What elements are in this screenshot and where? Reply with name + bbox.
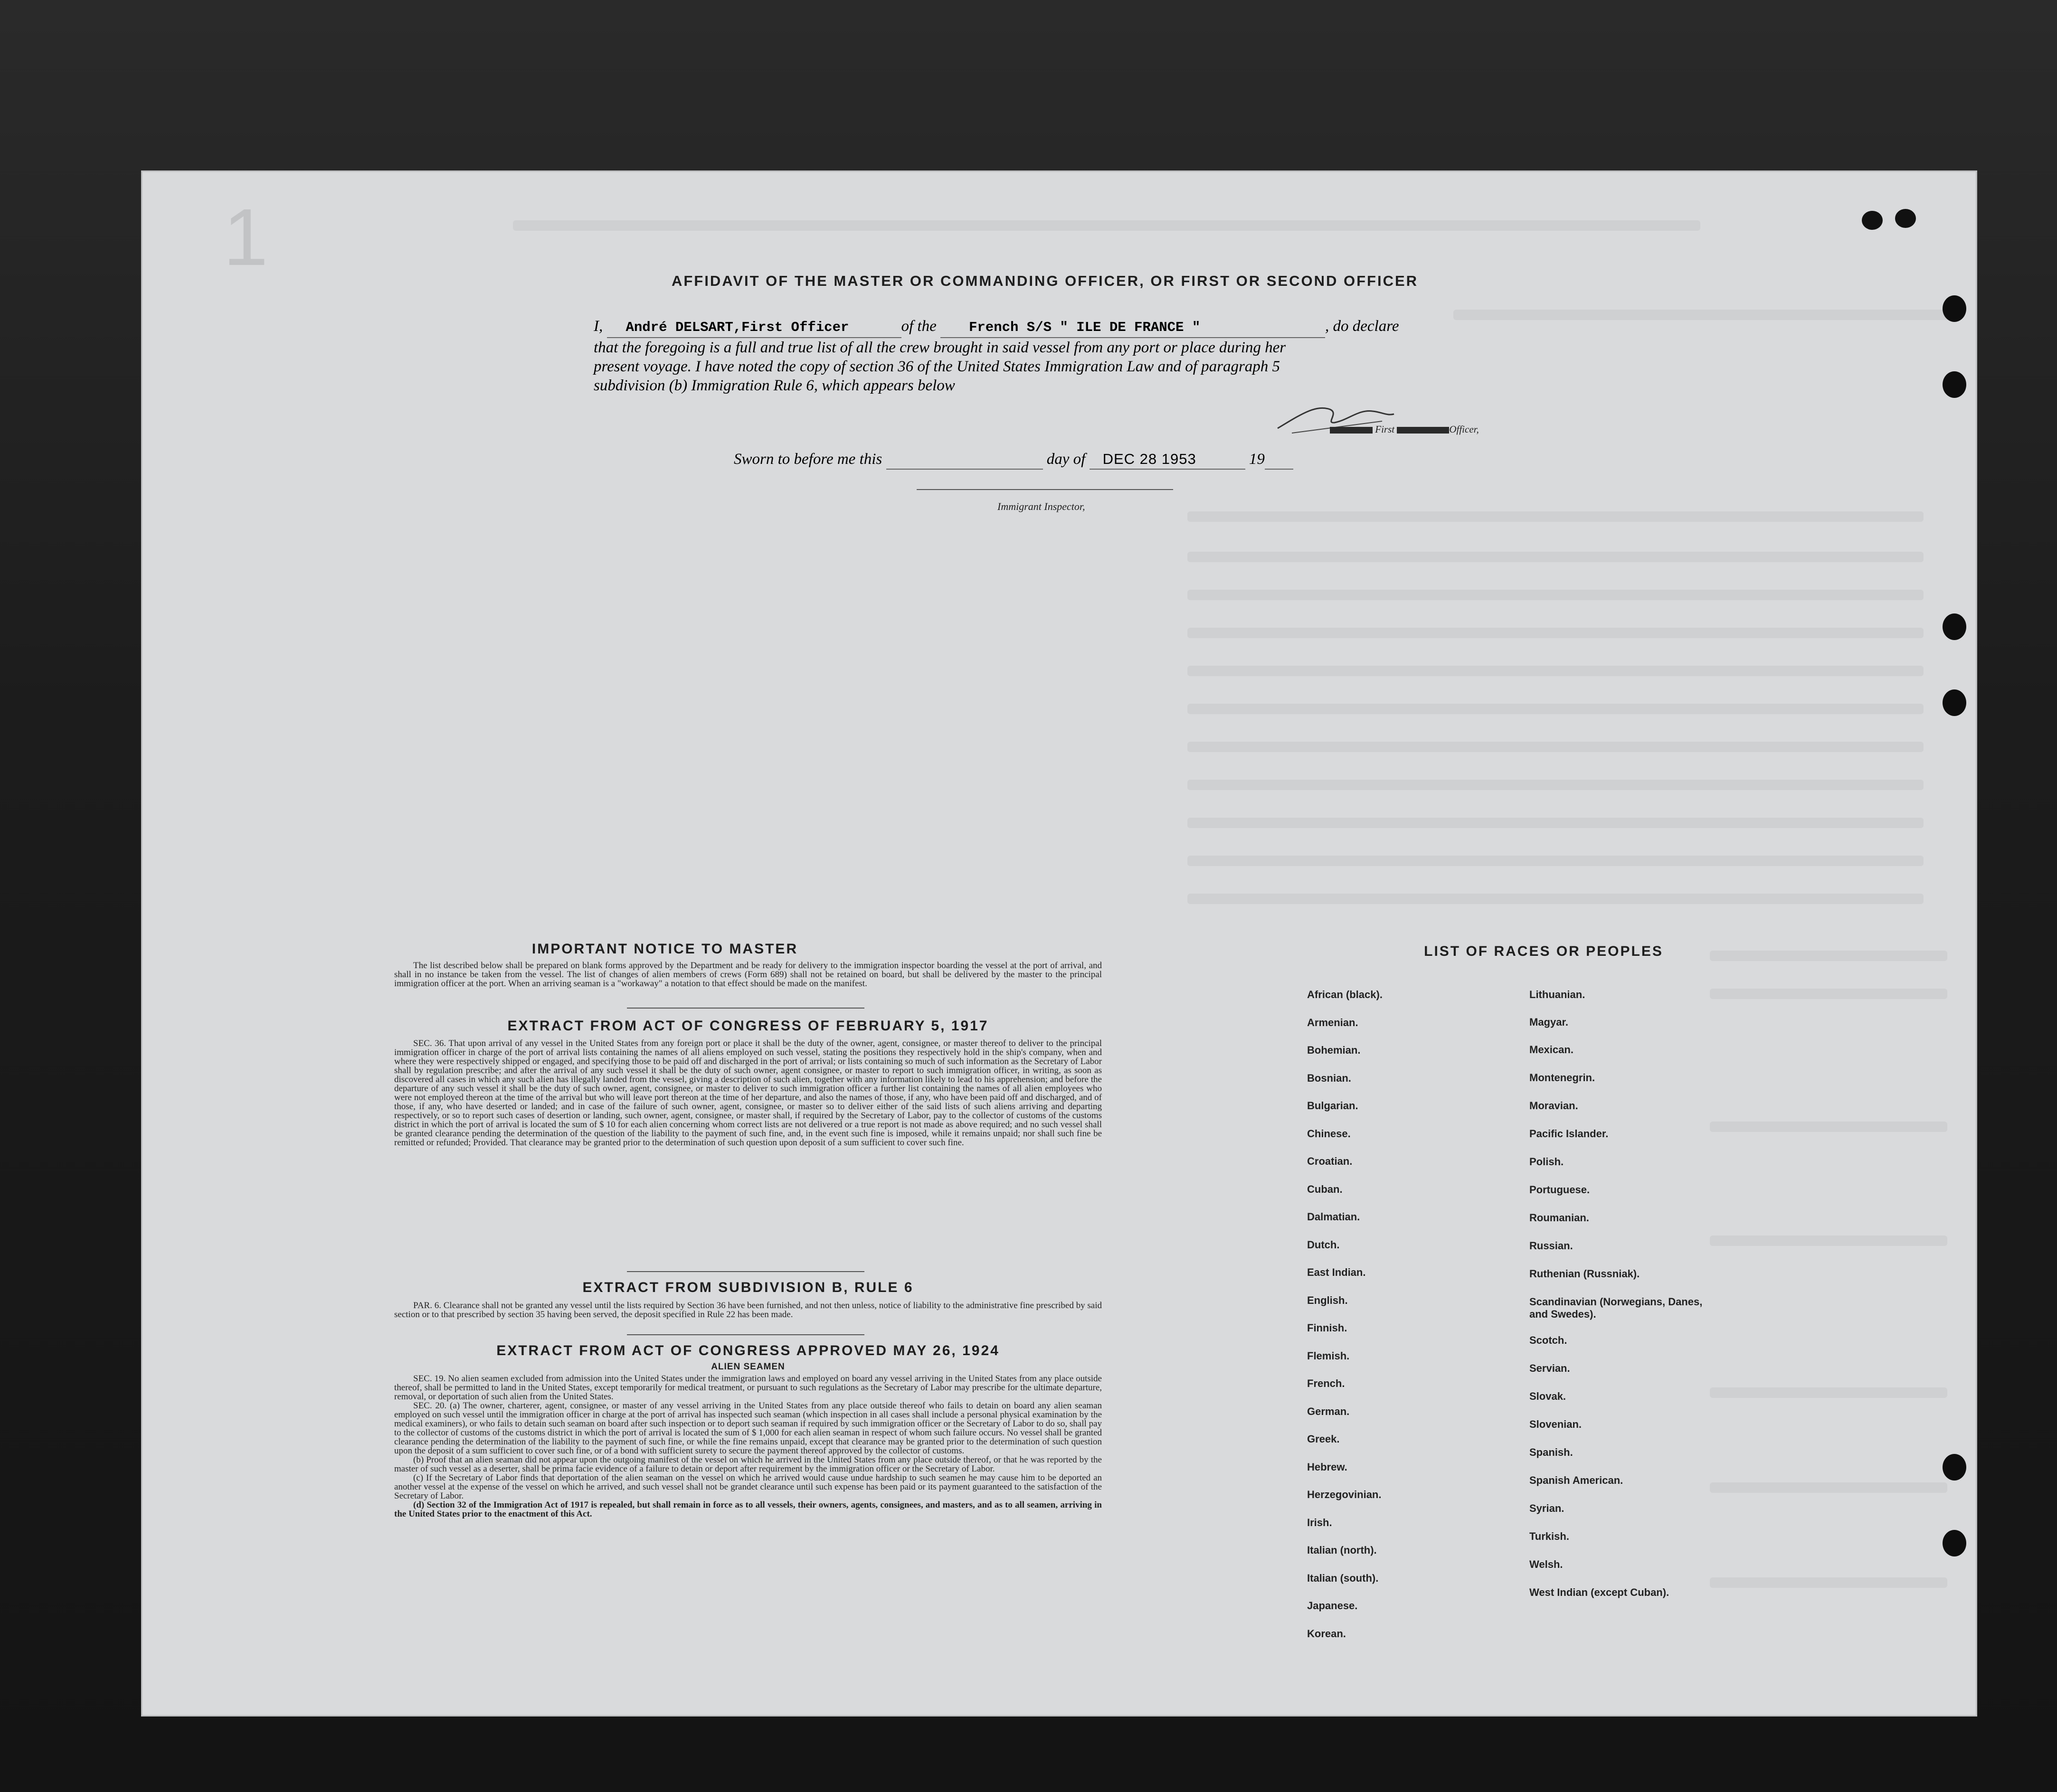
sec-20b-text: (b) Proof that an alien seaman did not appear upon the outgoing manifest of the vessel on which he arrived in the United States from any place outside thereof, or that he was reported by the master of such vessel as a deserter, shall be prima facie evidence of a failure to detain or deport after requirement by the immigration officer or the Secretary of Labor. [394,1455,1102,1474]
race-item: Italian (north). [1307,1544,1377,1556]
extract-1924-title: EXTRACT FROM ACT OF CONGRESS APPROVED MAY 26, 1924 [496,1343,1000,1358]
bleed-through-row [1187,894,1924,904]
race-item: Dalmatian. [1307,1211,1360,1223]
race-item: Russian. [1529,1240,1573,1252]
bleed-through-row [1187,856,1924,866]
bleed-through-row [1187,704,1924,714]
bleed-through-row [1710,1387,1947,1398]
race-item: Dutch. [1307,1238,1340,1251]
bleed-through-mark: 1 [223,192,268,283]
binder-hole [1943,613,1966,640]
struck-out-text [1330,427,1373,434]
bleed-through-row [1710,1482,1947,1493]
race-item: Chinese. [1307,1127,1351,1140]
race-item: Cuban. [1307,1183,1343,1195]
notice-title: IMPORTANT NOTICE TO MASTER [531,941,798,957]
race-item: Korean. [1307,1627,1346,1640]
affidavit-body-line-3: subdivision (b) Immigration Rule 6, which appears below [594,377,955,394]
race-item: Bosnian. [1307,1072,1351,1084]
affidavit-pronoun: I, [594,318,603,335]
bleed-through-row [513,220,1700,231]
race-item: Flemish. [1307,1349,1350,1362]
binder-hole [1943,1454,1966,1481]
binder-hole [1895,209,1916,228]
race-item: Bulgarian. [1307,1100,1358,1112]
race-item: Japanese. [1307,1600,1358,1612]
bleed-through-row [1187,818,1924,828]
race-item: Magyar. [1529,1016,1568,1028]
bleed-through-row [1710,1577,1947,1588]
race-item: Greek. [1307,1433,1340,1445]
bleed-through-row [1187,511,1924,522]
bleed-through-row [1710,1236,1947,1246]
section-divider [627,1334,864,1335]
race-item: Portuguese. [1529,1184,1590,1196]
race-item: French. [1307,1377,1345,1389]
officer-name-field: André DELSART,First Officer [607,318,901,338]
race-item: Spanish. [1529,1446,1573,1458]
race-item: Scotch. [1529,1334,1567,1346]
race-item: Bohemian. [1307,1044,1361,1056]
race-item: Roumanian. [1529,1212,1589,1224]
race-item: Armenian. [1307,1016,1358,1028]
race-item: German. [1307,1405,1350,1417]
race-item: Lithuanian. [1529,989,1585,1000]
extract-rule6-text: PAR. 6. Clearance shall not be granted any vessel until the lists required by Section 36 have been furnished, and not then unless, notice of liability to the administrative fine prescribed by said section or to that prescribed by section 35 having been served, the deposit specified in Rule 22 has been made. [394,1301,1102,1320]
bleed-through-row [1710,1122,1947,1132]
race-item: Finnish. [1307,1322,1347,1334]
race-item: Ruthenian (Russniak). [1529,1268,1640,1280]
race-item: West Indian (except Cuban). [1529,1586,1669,1598]
extract-1917-text: SEC. 36. That upon arrival of any vessel in the United States from any foreign port or place it shall be the duty of the owner, agent, consignee, or master thereof to deliver to the principal immigration officer in charge of the port of arrival lists containing the names of all aliens employed on such vessel, stating the positions they respectively hold in the ship's company, when and where they were respectively shipped or engaged, and specifying those to be paid off and discharged in the port of arrival; or lists containing so much of such information as the Secretary of Labor shall by regulation prescribe; and after the arrival of any such vessel it shall be the duty of such owner, agent consignee, or master to report to such immigration officer, in writing, as soon as discovered all cases in which any such alien has illegally landed from the vessel, giving a description of such alien, together with any information likely to lead to his apprehension; and before the departure of any such vessel it shall be the duty of such owner, agent, consignee, or master to deliver to such immigration officer a further list containing the names of all alien employees who were not employed thereon at the time of the arrival but who will leave port thereon at the time of her departure, and also the names of those, if any, who have been paid off and discharged, and of those, if any, who have deserted or landed; and in case of the failure of such owner, agent, consignee, or master so to deliver either of the said lists of such aliens arriving and departing respectively, or so to report such cases of desertion or landing, such owner, agent, consignee, or master shall, if required by the Secretary of Labor, pay to the collector of customs of the customs district in which the port of arrival is located the sum of $ 10 for each alien concerning whom correct lists are not delivered or a true report is not made as above required; and no such vessel shall be granted clearance pending the determination of the question of the liability to the payment of such fine, and, in the event such fine is imposed, while it remains unpaid; nor shall such fine be remitted or refunded; Provided. That clearance may be granted prior to the determination of such question upon deposit of a sum sufficient to cover such fine. [394,1038,1102,1148]
race-item: Moravian. [1529,1100,1578,1112]
race-item: Slovenian. [1529,1418,1582,1430]
race-item: Italian (south). [1307,1572,1379,1584]
race-item: East Indian. [1307,1266,1366,1278]
race-item: Slovak. [1529,1390,1566,1402]
notice-text: The list described below shall be prepared on blank forms approved by the Department and be ready for delivery to the immigration inspector boarding the vessel at the port of arrival, and shall in no instance be taken from the vessel. The list of changes of alien members of crews (Form 689) shall not be retained on board, but shall be delivered by the master to the principal immigration officer at the port. When an arriving seaman is a "workaway" a notation to that effect should be made on the manifest. [394,961,1102,989]
alien-seamen-subtitle: ALIEN SEAMEN [711,1362,785,1372]
section-divider [627,1271,864,1272]
binder-hole [1943,1530,1966,1556]
officer-signature-label: First Officer, [1330,424,1479,435]
year-prefix: 19 [1249,451,1265,468]
race-item: Servian. [1529,1362,1570,1374]
day-of-label: day of [1046,451,1086,468]
bleed-through-row [1710,989,1947,999]
race-item: English. [1307,1294,1348,1306]
bleed-through-row [1187,780,1924,790]
affidavit-do-declare: , do declare [1325,318,1399,335]
bleed-through-row [1187,666,1924,676]
extract-1924-body [394,1374,1102,1518]
affidavit-body-line-2: present voyage. I have noted the copy of section 36 of the United States Immigration Law and of paragraph 5 [594,358,1280,375]
section-divider [627,1008,864,1009]
race-item: Hebrew. [1307,1461,1347,1473]
sec-20d-text: (d) Section 32 of the Immigration Act of 1917 is repealed, but shall remain in force as to all vessels, their owners, agents, consignees, and masters, and as to all seamen, arriving in the United States prior to the enactment of this Act. [394,1500,1102,1519]
struck-out-text [1397,427,1449,434]
sworn-label: Sworn to before me this [734,451,882,468]
affidavit-body-line-1: that the foregoing is a full and true list of all the crew brought in said vessel from any port or place during her [594,339,1286,356]
binder-hole [1943,689,1966,716]
race-item: Syrian. [1529,1502,1564,1514]
inspector-signature-line [917,489,1173,490]
race-item: Pacific Islander. [1529,1128,1609,1140]
race-item: Croatian. [1307,1155,1353,1167]
race-item: Montenegrin. [1529,1072,1595,1084]
binder-hole [1943,295,1966,322]
race-item: Irish. [1307,1516,1332,1528]
bleed-through-row [1187,742,1924,752]
race-item: Spanish American. [1529,1474,1623,1486]
bleed-through-row [1187,552,1924,562]
document-page [142,172,1976,1715]
inspector-label: Immigrant Inspector, [997,500,1085,512]
race-item: African (black). [1307,989,1383,1000]
race-item: Turkish. [1529,1530,1569,1542]
sworn-line [734,450,1494,470]
race-item: Herzegovinian. [1307,1489,1382,1500]
vessel-name-field: French S/S " ILE DE FRANCE " [940,318,1325,338]
affidavit-title: AFFIDAVIT OF THE MASTER OR COMMANDING OFFICER, OR FIRST OR SECOND OFFICER [671,273,1419,289]
sec-19-text: SEC. 19. No alien seamen excluded from admission into the United States under the immigration laws and employed on board any vessel arriving in the United States from any place outside thereof, shall be permitted to land in the United States, except temporarily for medical treatment, or pursuant to such regulations as the Secretary of Labor may prescribe for the ultimate departure, removal, or deportation of such alien from the United States. [394,1374,1102,1402]
binder-hole [1943,371,1966,398]
extract-rule6-title: EXTRACT FROM SUBDIVISION B, RULE 6 [582,1280,914,1295]
binder-hole [1862,211,1883,230]
sec-20a-text: SEC. 20. (a) The owner, charterer, agent, consignee, or master of any vessel arriving in the United States from any place outside thereof who fails to detain on board any alien seaman employed on such vessel until the immigration officer in charge at the port of arrival has inspected such seaman (which inspection in all cases shall include a personal physical examination by the medical examiners), or who fails to detain such seaman on board after such inspection or to deport such seaman if required by such immigration officer or the Secretary of Labor to do so, shall pay to the collector of customs of the customs district in which the port of arrival is located the sum of $ 1,000 for each alien seaman in respect of whom such failure occurs. No vessel shall be granted clearance pending the determination of the liability to the payment of such fine, or while the fine remains unpaid, except that clearance may be granted prior to the determination of such question upon the deposit of a sum sufficient to cover such fine, or of a bond with sufficient surety to secure the payment thereof approved by the collector of customs. [394,1401,1102,1456]
bleed-through-row [1187,590,1924,600]
race-item: Polish. [1529,1156,1564,1168]
affidavit-of-the: of the [901,318,937,335]
affidavit-declaration-line [594,317,1639,338]
date-stamp: DEC 28 1953 [1090,450,1245,470]
race-item: Scandinavian (Norwegians, Danes, and Swedes). [1529,1296,1703,1320]
race-item: Mexican. [1529,1044,1574,1056]
sec-20c-text: (c) If the Secretary of Labor finds that deportation of the alien seaman on the vessel on which he arrived would cause undue hardship to such seamen he may cause him to be deported an another vessel at the expense of the vessel on which he arrived, and such vessel shall not be grandet clearance until such expense has been paid or its payment guaranteed to the satisfaction of the Secretary of Labor. [394,1473,1102,1501]
extract-1917-title: EXTRACT FROM ACT OF CONGRESS OF FEBRUARY 5, 1917 [507,1018,989,1034]
race-item: Welsh. [1529,1558,1563,1570]
bleed-through-row [1187,628,1924,638]
races-title: LIST OF RACES OR PEOPLES [1424,943,1663,959]
